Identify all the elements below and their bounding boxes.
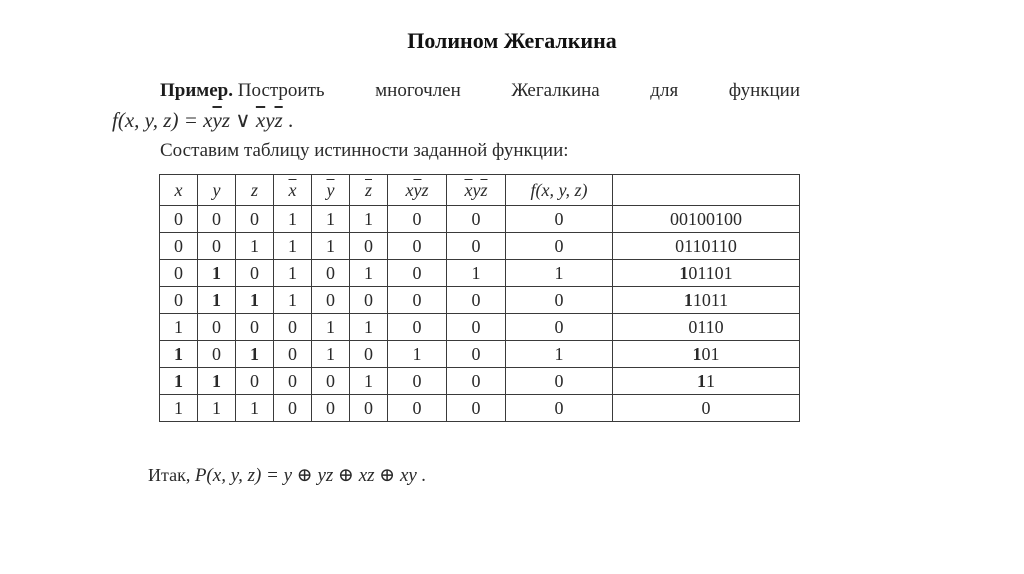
example-label: Пример. [160,80,233,101]
header-f: f(x, y, z) [506,175,613,206]
table-cell: 1 [350,260,388,287]
term2-z-negated: $\overline{z}$ [274,108,283,132]
result-line [148,464,426,487]
table-cell: 1 [447,260,506,287]
table-cell: 0 [236,206,274,233]
coefficient-cell: 0110110 [613,233,800,260]
coefficient-cell: 11 [613,368,800,395]
table-cell: 1 [312,206,350,233]
header-coefficients [613,175,800,206]
term2-y: y [265,108,275,132]
term1-x: x [203,108,213,132]
table-cell: 0 [506,368,613,395]
header-variable: $\overline{y}$ [413,179,422,200]
table-cell: 1 [236,395,274,422]
function-definition [112,108,293,133]
or-operator: ∨ [230,108,256,132]
header-z: z [236,175,274,206]
table-cell: 0 [312,287,350,314]
table-cell: 1 [312,314,350,341]
term2-x-negated: $\overline{x}$ [255,108,266,132]
coefficient-cell: 0110 [613,314,800,341]
table-cell: 0 [506,314,613,341]
header-x-noty-z [388,175,447,206]
example-word-2: многочлен [375,80,461,101]
table-cell: 0 [388,233,447,260]
table-cell: 0 [274,395,312,422]
table-row [160,368,800,395]
table-cell: 0 [350,287,388,314]
table-cell: 0 [274,368,312,395]
table-cell: 0 [312,368,350,395]
table-cell: 1 [274,206,312,233]
header-variable: $\overline{z}$ [480,179,488,200]
table-cell: 1 [160,314,198,341]
coefficient-cell: 11011 [613,287,800,314]
table-cell: 0 [388,287,447,314]
table-cell: 1 [198,368,236,395]
table-cell: 0 [160,233,198,260]
header-variable: y [472,179,481,200]
table-cell: 0 [160,260,198,287]
leading-coefficient: 1 [692,343,702,364]
table-cell: 0 [274,341,312,368]
page-title: Полином Жегалкина [407,28,617,53]
table-cell: 0 [506,395,613,422]
header-notx-y-notz [447,175,506,206]
table-row [160,341,800,368]
table-cell: 0 [198,314,236,341]
table-cell: 1 [312,233,350,260]
table-cell: 0 [447,314,506,341]
table-row [160,395,800,422]
table-header-row [160,175,800,206]
example-statement [160,80,800,102]
table-cell: 1 [236,341,274,368]
table-row [160,287,800,314]
function-end: . [282,108,294,132]
truth-table [159,174,800,422]
table-cell: 1 [350,368,388,395]
table-cell: 0 [447,395,506,422]
table-cell: 1 [274,233,312,260]
table-cell: 0 [312,260,350,287]
example-word-3: Жегалкина [511,80,600,101]
table-cell: 0 [506,287,613,314]
coefficient-cell: 0 [613,395,800,422]
table-cell: 1 [198,260,236,287]
table-cell: 0 [198,341,236,368]
table-cell: 0 [388,368,447,395]
header-variable: z [421,179,429,200]
table-cell: 1 [160,368,198,395]
example-word-1: Построить [237,80,325,101]
table-cell: 1 [274,287,312,314]
example-word-5: функции [728,80,800,101]
table-cell: 0 [350,341,388,368]
table-cell: 1 [198,287,236,314]
table-cell: 0 [198,233,236,260]
table-cell: 0 [236,368,274,395]
table-row [160,233,800,260]
table-cell: 0 [350,233,388,260]
function-lhs: f(x, y, z) = [112,108,204,132]
header-variable: x [405,179,414,200]
table-cell: 0 [312,395,350,422]
coefficient-cell: 101101 [613,260,800,287]
table-cell: 1 [198,395,236,422]
table-cell: 0 [350,395,388,422]
leading-coefficient: 1 [683,289,693,310]
header-variable: $\overline{x}$ [464,179,473,200]
header-y: y [198,175,236,206]
table-cell: 0 [447,368,506,395]
table-row [160,260,800,287]
table-cell: 1 [160,395,198,422]
header-not-z: $\overline{z}$ [350,175,388,206]
leading-coefficient: 1 [697,370,706,391]
coefficient-cell: 101 [613,341,800,368]
table-row [160,314,800,341]
table-cell: 0 [160,206,198,233]
table-cell: 0 [198,206,236,233]
table-cell: 1 [506,260,613,287]
table-cell: 0 [447,206,506,233]
term1-y-negated: $\overline{y}$ [212,108,222,132]
term1-z: z [221,108,230,132]
header-not-x: $\overline{x}$ [274,175,312,206]
header-x: x [160,175,198,206]
table-row [160,206,800,233]
table-cell: 0 [447,287,506,314]
table-cell: 1 [388,341,447,368]
result-prefix: Итак, [148,465,195,485]
table-cell: 0 [447,233,506,260]
table-cell: 0 [388,260,447,287]
table-cell: 0 [447,341,506,368]
table-cell: 1 [274,260,312,287]
table-cell: 1 [350,314,388,341]
table-cell: 0 [506,233,613,260]
table-cell: 0 [388,395,447,422]
coefficient-cell: 00100100 [613,206,800,233]
table-cell: 1 [350,206,388,233]
table-cell: 0 [506,206,613,233]
table-cell: 0 [236,260,274,287]
example-word-4: для [650,80,679,101]
table-cell: 0 [388,314,447,341]
table-cell: 1 [160,341,198,368]
table-cell: 0 [160,287,198,314]
table-cell: 1 [236,287,274,314]
table-cell: 0 [388,206,447,233]
table-cell: 1 [312,341,350,368]
zhegalkin-polynomial: P(x, y, z) = y ⊕ yz ⊕ xz ⊕ xy . [194,465,427,486]
table-caption: Составим таблицу истинности заданной функции: [160,140,569,161]
table-cell: 0 [236,314,274,341]
leading-coefficient: 1 [679,262,689,283]
header-not-y: $\overline{y}$ [312,175,350,206]
table-cell: 1 [236,233,274,260]
table-cell: 1 [506,341,613,368]
table-cell: 0 [274,314,312,341]
